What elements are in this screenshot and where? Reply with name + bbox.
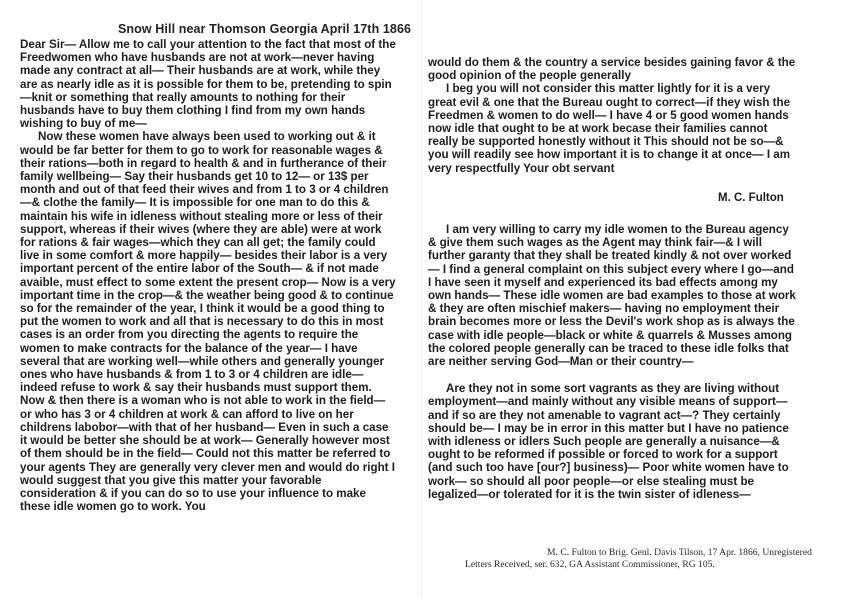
postscript-paragraph: I am very willing to carry my idle women to the Bureau agency & give them such wages as the Agent may think fair—& I will further garanty that they shall be treated kindly & not over worked— I find a general complaint on this subject every where I go—and I have seen it myself and experienced its bad effects among my own hands— These idle women are bad examples to those at work & they are often mischief makers— having no employment their brain becomes more or less the Devil's work shop as is always the case with idle people—black or white & quarrels & Musses among the colored people generally can be traced to these idle folks that are neither serving God—Man or their country— [428,223,796,369]
closing-paragraph: I beg you will not consider this matter lightly for it is a very great evil & one that the Bureau ought to correct—if they wish the Freedmen & women to do well— I have 4 or 5 good women hands now idle that ought to be at work becase their families cannot really be supported honestly without it This should not be so—& you will readily see how important it is to change it at once— I am very respectfully Your obt servant [428,82,791,175]
salutation-paragraph: Dear Sir— Allow me to call your attention to the fact that most of the Freedwomen who have husbands are not at work—never having made any contract at all— Their husbands are at work, while they are as nearly idle as it is possible for them to be, pretending to spin—knit or something that really amounts to nothing for their husbands have to buy them clothing I find from my own hands wishing to buy of me— [20,38,396,131]
signature: M. C. Fulton [718,192,784,204]
postscript-text [428,223,800,501]
source-citation: M. C. Fulton to Brig. Genl. Davis Tilson, 17 Apr. 1866, Unregistered Letters Received, ser. 632, GA Assistant Commissioner, RG 105. [465,547,812,570]
right-column-top-text [428,56,800,175]
left-page [0,0,422,597]
letter-heading: Snow Hill near Thomson Georgia April 17th 1866 [118,22,412,36]
continuation-paragraph: would do them & the country a service besides gaining favor & the good opinion of the people generally [428,56,796,83]
body-paragraph: Now these women have always been used to working out & it would be far better for them to go to work for reasonable wages & their rations—both in regard to health & and in furtherance of their family wellbeing— Say their husbands get 10 to 12— or 13$ per month and out of that feed their wives and from 1 to 3 or 4 children—& clothe the family— It is impossible for one man to do this & maintain his wife in idleness without stealing more or less of their support, whereas if their wives (where they are able) were at work for rations & fair wages—which they can all get; the family could live in some comfort & more happily— besides their labor is a very important percent of the entire labor of the South— & if not made avaible, must effect to some extent the present crop— Now is a very important time in the crop—& the weather being good & to continue so for the remainder of the year, I think it would be a good thing to put the women to work and all that is necessary to do this in most cases is an order from you directing the agents to require the women to make contracts for the balance of the year— I have several that are working well—while others and generally younger ones who have husbands & from 1 to 3 or 4 children are idle—indeed refuse to work & say their husbands must support them. Now & then there is a woman who is not able to work in the field—or who has 3 or 4 children at work & can afford to live on her childrens labobor—with that of her husband— Even in such a case it would be better she should be at work— Generally however most of them should be in the field— Could not this matter be referred to your agents They are generally very clever men and would do right I would suggest that you give this matter your favorable consideration & if you can do so to use your influence to make these idle women go to work. You [20,130,396,514]
left-column-text [20,38,396,513]
postscript-paragraph: Are they not in some sort vagrants as they are living without employment—and mainly without any visible means of support—and if so are they not amenable to vagrant act—? They certainly should be— I may be in error in this matter but I have no patience with idleness or idlers Such people are generally a nuisance—& ought to be reformed if possible or forced to work for a support (and such too have [our?] business)— Poor white women have to work— so should all poor people—or else stealing must be legalized—or tolerated for it is the twin sister of idleness— [428,382,789,501]
